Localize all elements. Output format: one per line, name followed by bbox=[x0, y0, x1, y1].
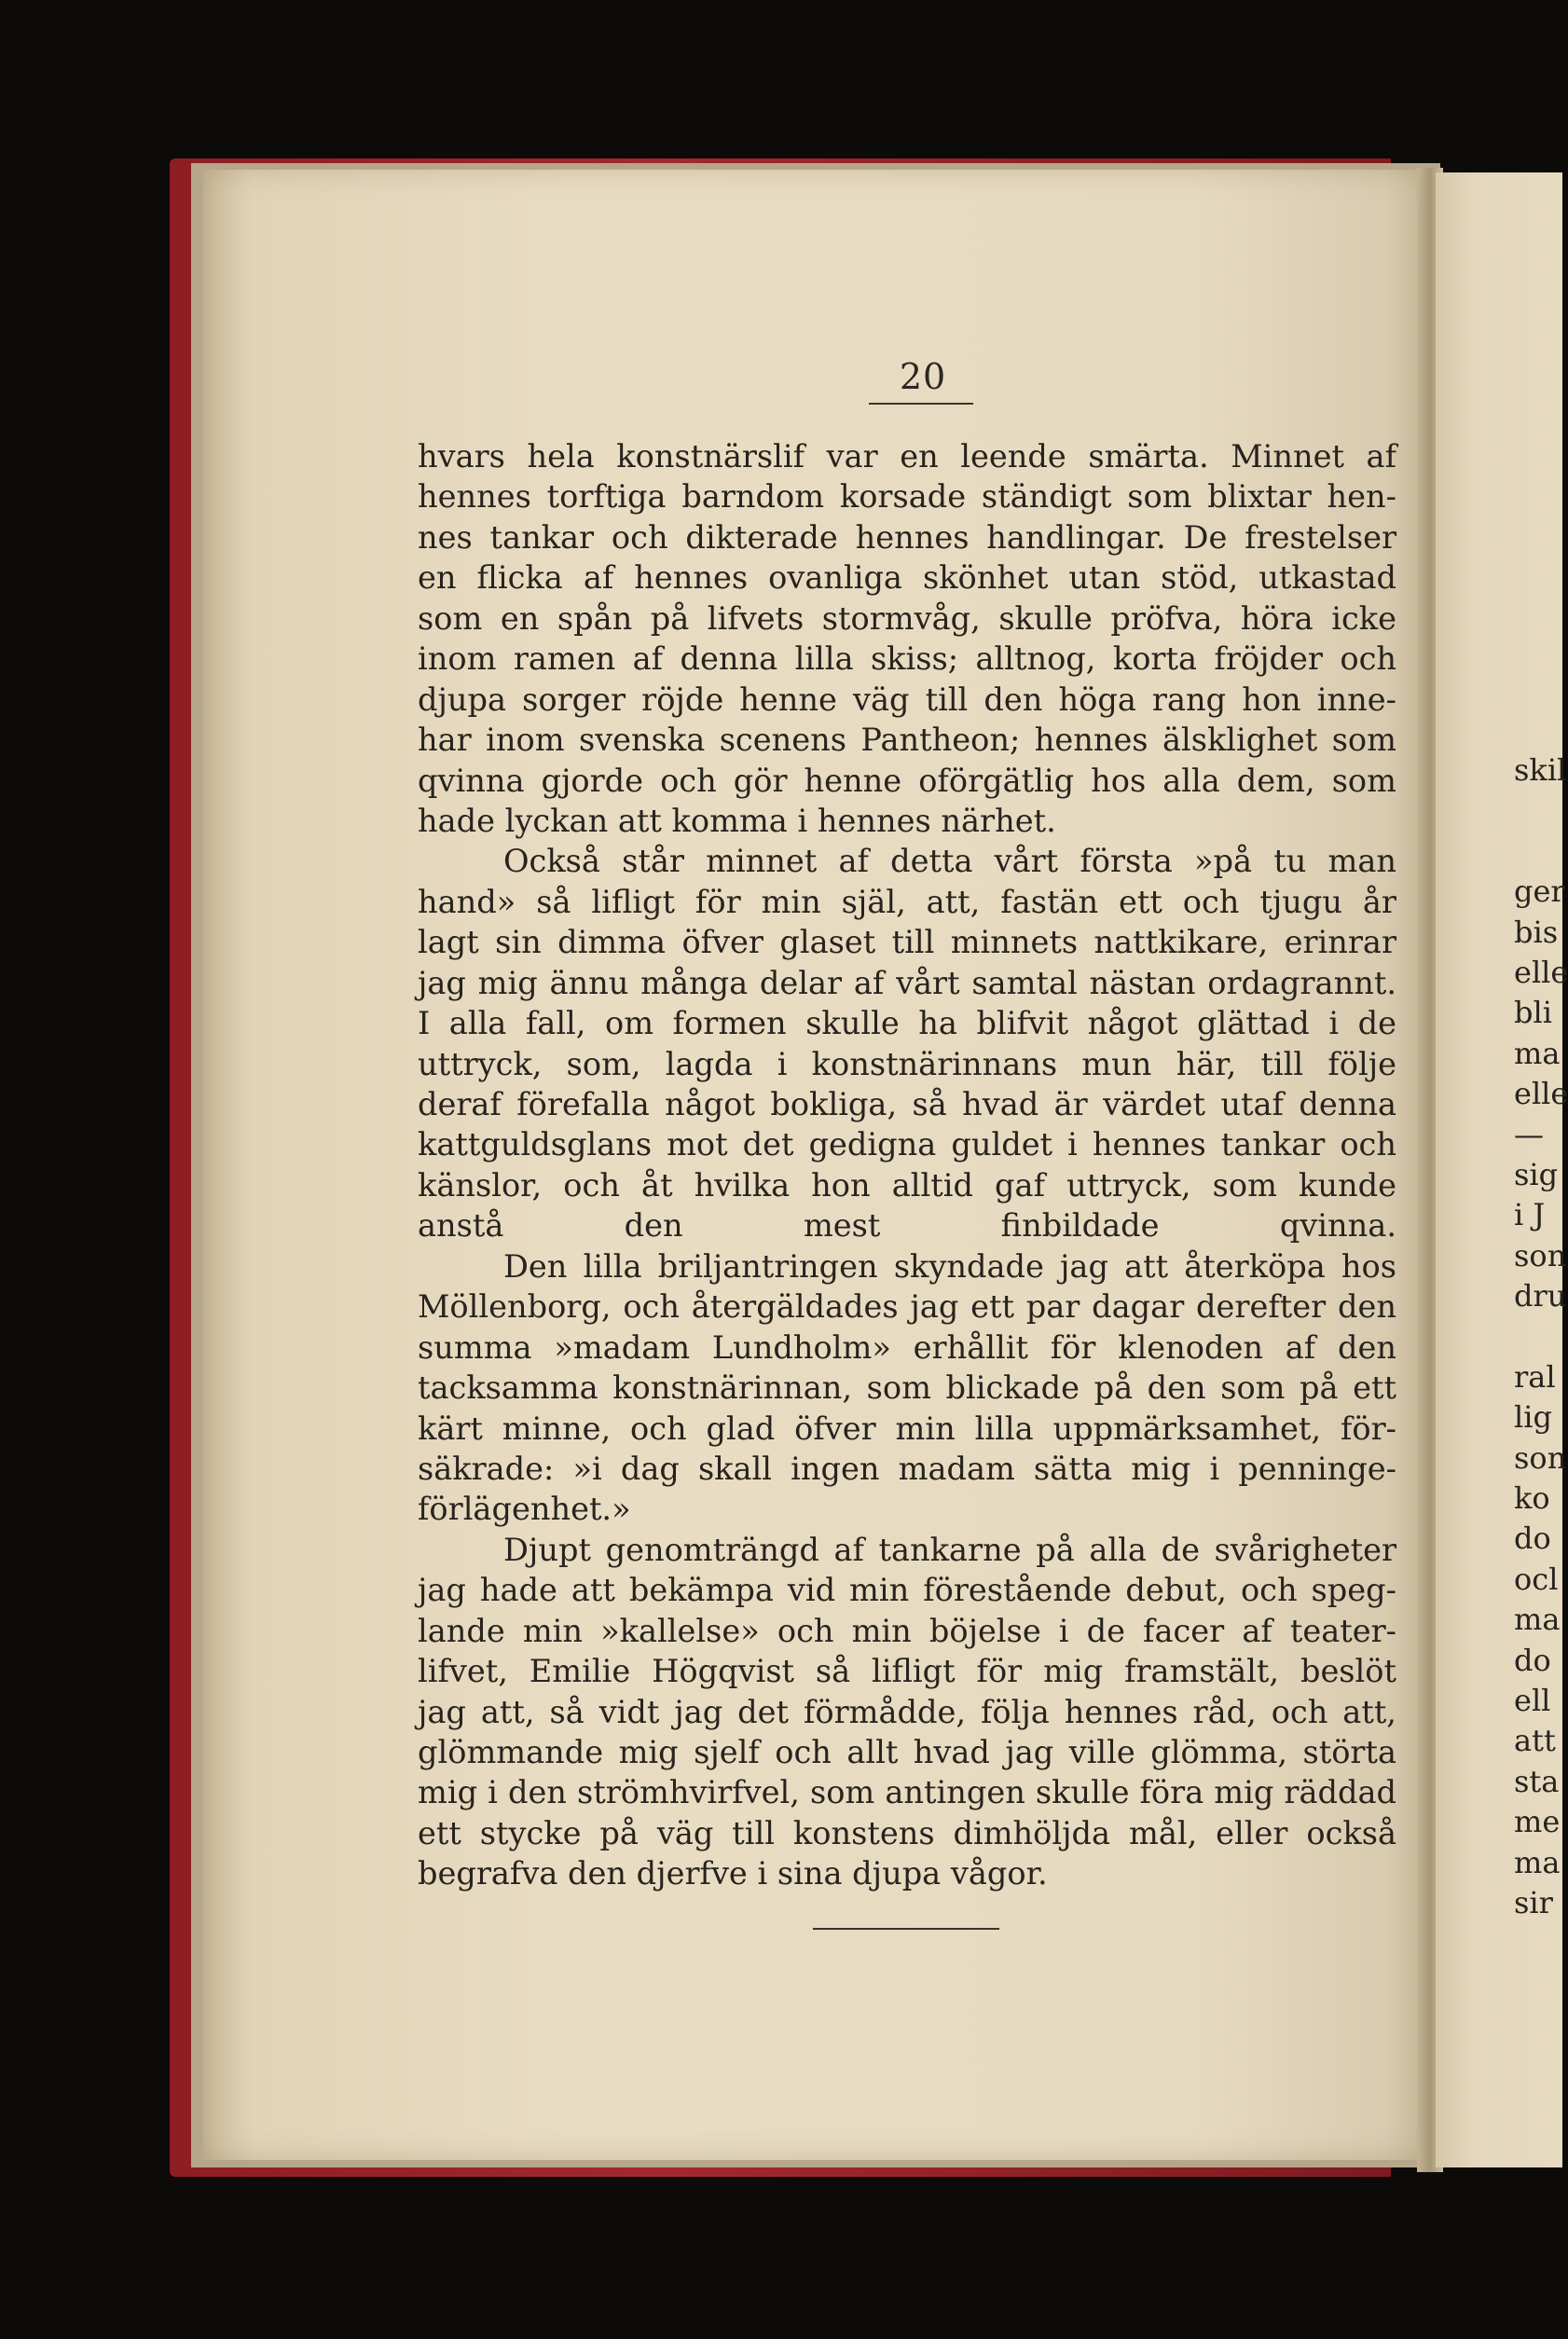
facing-text-fragment: att bbox=[1514, 1723, 1556, 1759]
facing-text-fragment: ocl bbox=[1514, 1561, 1559, 1597]
facing-text-fragment: lig bbox=[1514, 1399, 1552, 1436]
facing-text-fragment: sig bbox=[1514, 1156, 1559, 1192]
text-line: begrafva den djerfve i sina djupa vågor. bbox=[418, 1855, 1048, 1892]
facing-text-fragment bbox=[1514, 1316, 1562, 1356]
facing-text-fragment: ma bbox=[1514, 1844, 1561, 1880]
body-text bbox=[418, 436, 1396, 1894]
facing-text-fragment: bli bbox=[1514, 995, 1552, 1031]
text-line: känslor, och åt hvilka hon alltid gaf uttryck, som kunde bbox=[418, 1166, 1396, 1204]
text-line: nes tankar och dikterade hennes handlingar. De frestelser bbox=[418, 518, 1396, 556]
page-number-rule bbox=[869, 403, 973, 405]
facing-text-fragment: elle bbox=[1514, 1076, 1568, 1112]
text-line: har inom svenska scenens Pantheon; hennes älsklighet som bbox=[418, 722, 1396, 759]
page-number: 20 bbox=[899, 356, 947, 397]
text-line: mig i den strömhvirfvel, som antingen skulle föra mig räddad bbox=[418, 1774, 1396, 1811]
text-line: deraf förefalla något bokliga, så hvad är värdet utaf denna bbox=[418, 1086, 1396, 1122]
text-line: lifvet, Emilie Högqvist så lifligt för mig framstält, beslöt bbox=[418, 1653, 1396, 1690]
text-line: hand» så lifligt för min själ, att, fastän ett och tjugu år bbox=[418, 883, 1396, 920]
text-line: anstå den mest finbildade qvinna. bbox=[418, 1207, 1396, 1245]
text-line: som en spån på lifvets stormvåg, skulle pröfva, höra icke bbox=[418, 599, 1396, 637]
text-line: Också står minnet af detta vårt första »på tu man bbox=[503, 843, 1396, 880]
facing-text-fragment: ger bbox=[1514, 874, 1565, 910]
text-line: Möllenborg, och återgäldades jag ett par dagar derefter den bbox=[418, 1288, 1396, 1326]
text-line: qvinna gjorde och gör henne oförgätlig hos alla dem, som bbox=[418, 762, 1396, 799]
facing-text-fragment: ko bbox=[1514, 1480, 1550, 1517]
facing-text-fragment: sir bbox=[1514, 1884, 1553, 1920]
facing-text-fragment: ell bbox=[1514, 1682, 1551, 1718]
facing-text-fragment: ma bbox=[1514, 1035, 1561, 1071]
end-rule bbox=[813, 1928, 999, 1930]
facing-text-fragment: bis bbox=[1514, 914, 1559, 950]
text-line: lagt sin dimma öfver glaset till minnets nattkikare, erinrar bbox=[418, 924, 1396, 961]
text-line: tacksamma konstnärinnan, som blickade på den som på ett bbox=[418, 1369, 1396, 1407]
text-line: djupa sorger röjde henne väg till den höga rang hon inne- bbox=[418, 681, 1396, 718]
text-line: I alla fall, om formen skulle ha blifvit något glättad i de bbox=[418, 1005, 1396, 1042]
facing-text-fragment: son bbox=[1514, 1237, 1567, 1273]
facing-text-fragment: do bbox=[1514, 1520, 1551, 1557]
text-line: summa »madam Lundholm» erhållit för klenoden af den bbox=[418, 1328, 1396, 1366]
facing-text-fragment: ma bbox=[1514, 1602, 1561, 1638]
facing-text-fragment: me bbox=[1514, 1804, 1561, 1840]
text-line: hade lyckan att komma i hennes närhet. bbox=[418, 802, 1056, 839]
facing-text-fragment: son bbox=[1514, 1439, 1567, 1476]
facing-text-fragment: skil bbox=[1514, 752, 1567, 788]
text-line: inom ramen af denna lilla skiss; alltnog, korta fröjder och bbox=[418, 640, 1396, 678]
text-line: ett stycke på väg till konstens dimhöljda mål, eller också bbox=[418, 1814, 1396, 1851]
text-line: hvars hela konstnärslif var en leende smärta. Minnet af bbox=[418, 438, 1396, 475]
facing-text-fragment: sta bbox=[1514, 1763, 1560, 1799]
text-line: jag mig ännu många delar af vårt samtal nästan ordagrannt. bbox=[418, 964, 1396, 1001]
text-line: Djupt genomträngd af tankarne på alla de svårigheter bbox=[503, 1531, 1396, 1568]
text-line: en flicka af hennes ovanliga skönhet utan stöd, utkastad bbox=[418, 559, 1396, 597]
facing-text-fragment: i J bbox=[1514, 1197, 1546, 1233]
facing-text-fragment: elle bbox=[1514, 954, 1568, 990]
text-line: kattguldsglans mot det gedigna guldet i hennes tankar och bbox=[418, 1126, 1396, 1163]
text-line: jag hade att bekämpa vid min förestående debut, och speg- bbox=[418, 1572, 1396, 1609]
facing-text-fragment: dru bbox=[1514, 1278, 1567, 1314]
facing-page-text bbox=[1514, 750, 1568, 1923]
text-line: kärt minne, och glad öfver min lilla uppmärksamhet, för- bbox=[418, 1410, 1396, 1447]
text-line: glömmande mig sjelf och allt hvad jag ville glömma, störta bbox=[418, 1734, 1396, 1770]
text-line: Den lilla briljantringen skyndade jag att återköpa hos bbox=[503, 1247, 1396, 1285]
facing-text-fragment: ral bbox=[1514, 1358, 1556, 1395]
text-line: lande min »kallelse» och min böjelse i de facer af teater- bbox=[418, 1612, 1396, 1649]
text-line: jag att, så vidt jag det förmådde, följa hennes råd, och att, bbox=[418, 1693, 1396, 1730]
text-line: hennes torftiga barndom korsade ständigt som blixtar hen- bbox=[418, 478, 1396, 516]
facing-text-fragment bbox=[1514, 791, 1562, 831]
facing-text-fragment: — bbox=[1514, 1116, 1544, 1152]
text-line: uttryck, som, lagda i konstnärinnans mun här, till följe bbox=[418, 1045, 1396, 1082]
facing-text-fragment bbox=[1514, 832, 1562, 872]
text-line: förlägenhet.» bbox=[418, 1491, 631, 1528]
facing-text-fragment: do bbox=[1514, 1642, 1551, 1678]
text-line: säkrade: »i dag skall ingen madam sätta mig i penninge- bbox=[418, 1450, 1396, 1487]
